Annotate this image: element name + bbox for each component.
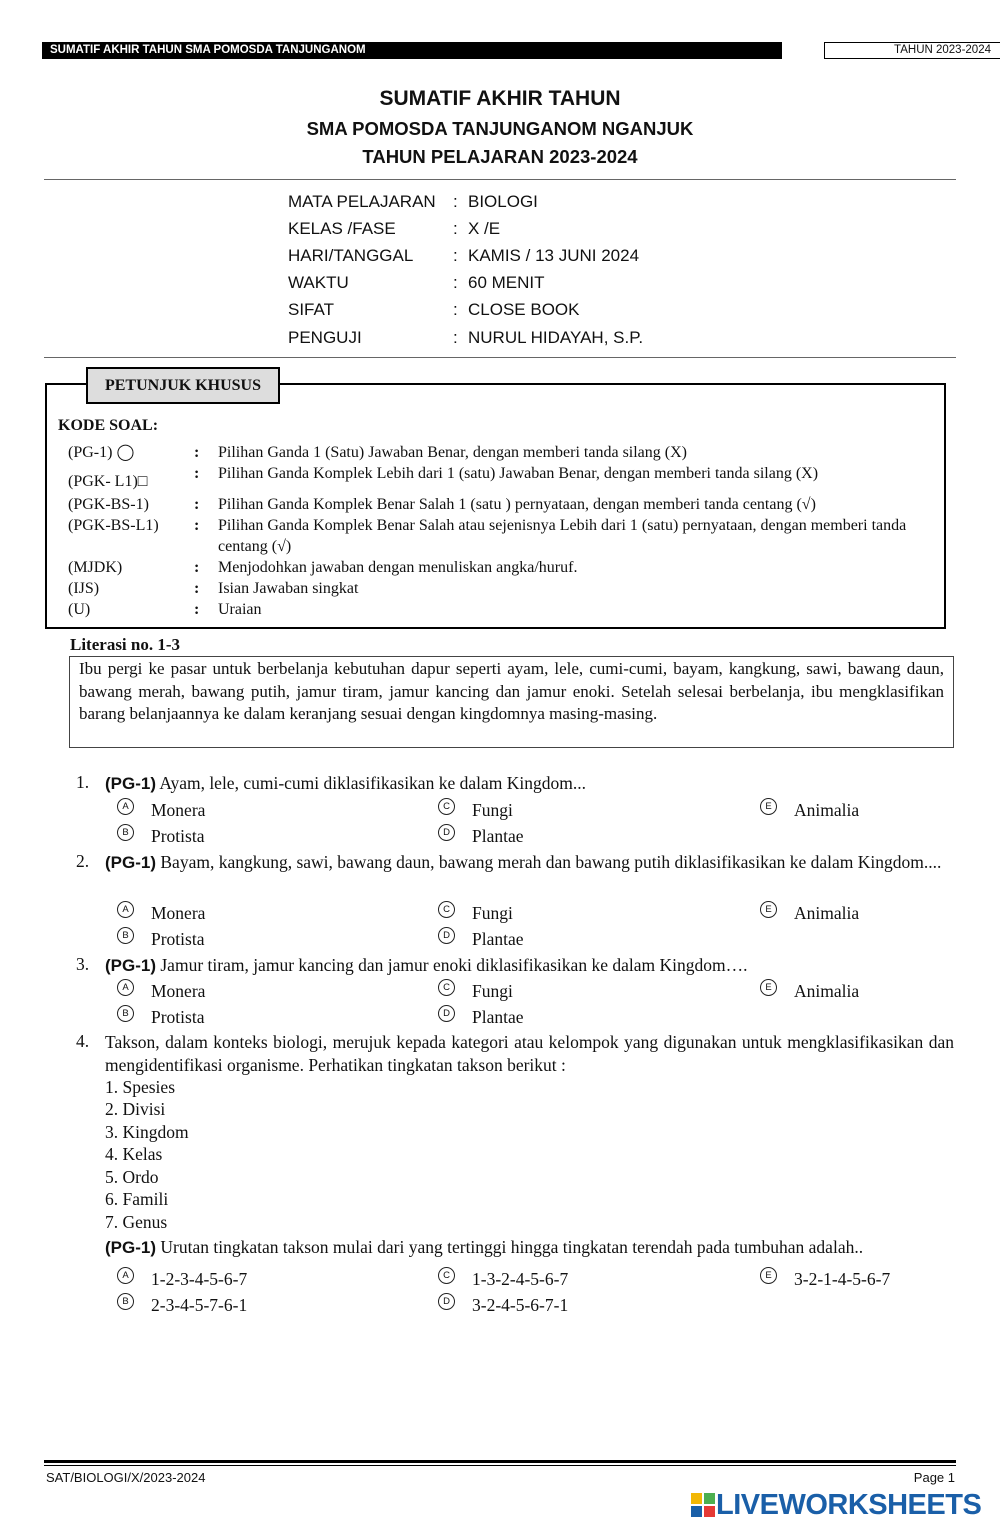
kode-code: (U)	[68, 601, 91, 618]
question-intro: Takson, dalam konteks biologi, merujuk kepada kategori atau kelompok yang digunakan untuk mengklasifikasikan dan mengidentifikasi organisme. Perhatikan tingkatan takson berikut :	[105, 1032, 954, 1075]
info-key: SIFAT	[288, 300, 334, 319]
list-item: 1. Spesies	[105, 1077, 175, 1097]
info-key: MATA PELAJARAN	[288, 192, 436, 211]
divider	[44, 179, 956, 180]
liveworksheets-icon	[690, 1492, 716, 1518]
school-name: SMA POMOSDA TANJUNGANOM NGANJUK	[306, 118, 694, 139]
kode-code: (PGK-BS-1)	[68, 496, 149, 513]
question-number: 3.	[76, 954, 90, 974]
literasi-title: Literasi no. 1-3	[70, 635, 181, 654]
kode-code: (IJS)	[68, 580, 100, 597]
question-number: 4.	[76, 1031, 90, 1051]
info-key: KELAS /FASE	[288, 219, 396, 238]
footer-rule	[44, 1460, 956, 1463]
kode-desc: Pilihan Ganda Komplek Benar Salah atau sejenisnya Lebih dari 1 (satu) pernyataan, dengan memberi tanda centang (√)	[218, 517, 907, 555]
question-tag: (PG-1)	[105, 1238, 156, 1257]
footer-rule	[44, 1465, 956, 1466]
info-value: 60 MENIT	[468, 273, 545, 292]
footer-code: SAT/BIOLOGI/X/2023-2024	[46, 1470, 206, 1485]
brand-name: LIVEWORKSHEETS	[716, 1489, 982, 1521]
list-item: 7. Genus	[105, 1212, 168, 1232]
info-value: KAMIS / 13 JUNI 2024	[468, 246, 640, 265]
list-item: 3. Kingdom	[105, 1122, 189, 1142]
divider	[44, 357, 956, 358]
kode-code: (PG-1) ◯	[68, 444, 135, 461]
question-number: 2.	[76, 851, 90, 871]
question-text: Ayam, lele, cumi-cumi diklasifikasikan ke dalam Kingdom...	[156, 773, 586, 793]
list-item: 2. Divisi	[105, 1099, 166, 1119]
kode-desc: Pilihan Ganda Komplek Lebih dari 1 (satu) Jawaban Benar, dengan memberi tanda silang (X)	[218, 465, 819, 482]
header-banner	[42, 42, 991, 59]
kode-code: (MJDK)	[68, 559, 123, 576]
banner-left: SUMATIF AKHIR TAHUN SMA POMOSDA TANJUNGANOM	[42, 42, 782, 59]
info-value: X /E	[468, 219, 501, 238]
info-key: WAKTU	[288, 273, 349, 292]
academic-year: TAHUN PELAJARAN 2023-2024	[362, 146, 638, 167]
info-key: HARI/TANGGAL	[288, 246, 414, 265]
kode-desc: Pilihan Ganda 1 (Satu) Jawaban Benar, dengan memberi tanda silang (X)	[218, 444, 687, 461]
question-text: Jamur tiram, jamur kancing dan jamur enoki diklasifikasikan ke dalam Kingdom….	[156, 955, 748, 975]
info-key: PENGUJI	[288, 328, 362, 347]
literasi-text: Ibu pergi ke pasar untuk berbelanja kebutuhan dapur seperti ayam, lele, cumi-cumi, bayam, kangkung, sawi, bawang daun, bawang merah, bawang putih, jamur tiram, jamur kancing dan jamur enoki. Setelah selesai berbelanja, ibu mengklasifikan barang belanjaannya ke dalam keranjang sesuai dengan kingdomnya masing-masing.	[69, 656, 954, 748]
kode-desc: Pilihan Ganda Komplek Benar Salah 1 (satu ) pernyataan, dengan memberi tanda centang (√)	[218, 496, 816, 513]
list-item: 5. Ordo	[105, 1167, 159, 1187]
doc-title: SUMATIF AKHIR TAHUN	[379, 87, 621, 110]
list-item: 6. Famili	[105, 1189, 169, 1209]
question-tag: (PG-1)	[105, 853, 156, 872]
info-value: NURUL HIDAYAH, S.P.	[468, 328, 644, 347]
question-text: Urutan tingkatan takson mulai dari yang tertinggi hingga tingkatan terendah pada tumbuhan adalah..	[156, 1237, 864, 1257]
info-value: BIOLOGI	[468, 192, 538, 211]
kode-desc: Uraian	[218, 601, 262, 618]
question-number: 1.	[76, 772, 90, 792]
question-text: Bayam, kangkung, sawi, bawang daun, bawang merah dan bawang putih diklasifikasikan ke dalam Kingdom....	[156, 852, 942, 872]
kode-desc: Isian Jawaban singkat	[218, 580, 359, 597]
info-value: CLOSE BOOK	[468, 300, 580, 319]
question-tag: (PG-1)	[105, 956, 156, 975]
kode-code: (PGK-BS-L1)	[68, 517, 159, 534]
list-item: 4. Kelas	[105, 1144, 163, 1164]
kode-desc: Menjodohkan jawaban dengan menuliskan angka/huruf.	[218, 559, 578, 576]
banner-right: TAHUN 2023-2024	[824, 42, 1000, 59]
page-number: Page 1	[913, 1470, 955, 1485]
question-tag: (PG-1)	[105, 774, 156, 793]
kode-code: (PGK- L1)□	[68, 473, 148, 490]
kode-soal-title: KODE SOAL:	[58, 417, 159, 434]
instructions-title: PETUNJUK KHUSUS	[86, 367, 280, 404]
